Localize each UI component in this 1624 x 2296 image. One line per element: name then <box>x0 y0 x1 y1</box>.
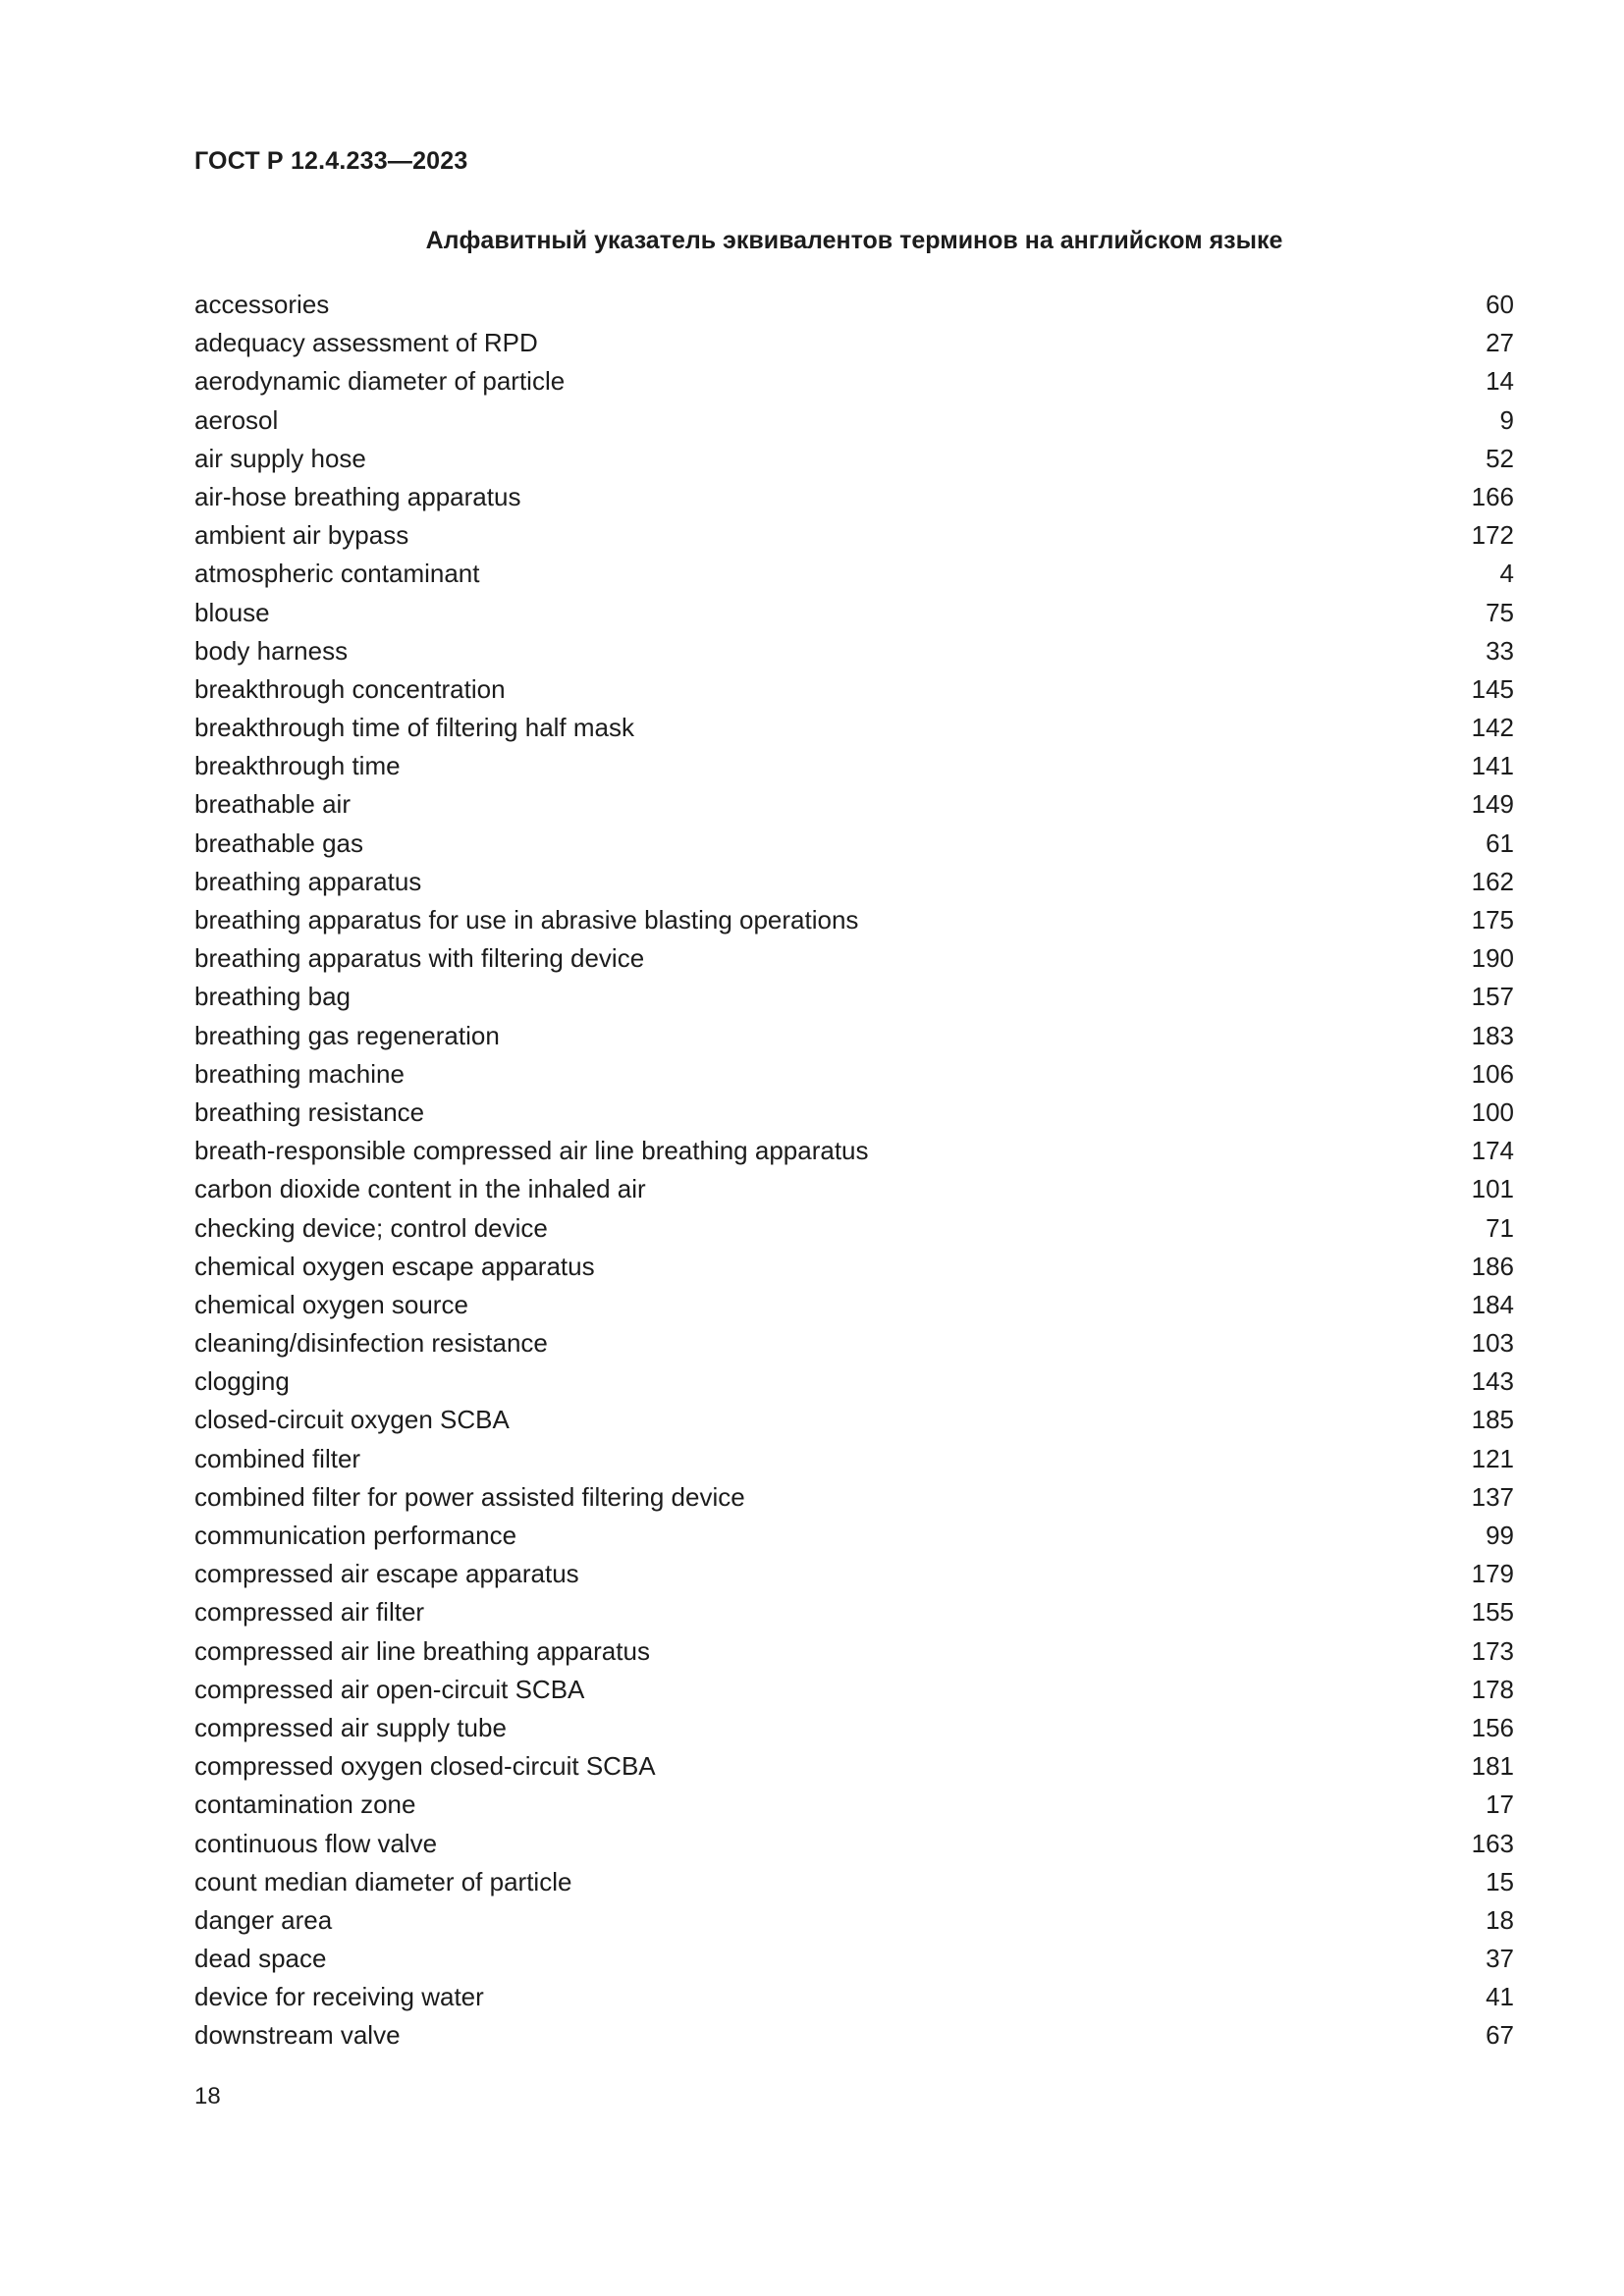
index-entry <box>194 2016 1514 2055</box>
index-entry-number: 52 <box>1486 443 1514 473</box>
index-entry-term: closed-circuit oxygen SCBA <box>194 1405 510 1435</box>
index-entry-number: 67 <box>1486 2020 1514 2051</box>
index-entry <box>194 1209 1514 1248</box>
page-number: 18 <box>194 2083 221 2109</box>
index-entry-number: 184 <box>1471 1289 1514 1319</box>
index-entry-term: carbon dioxide content in the inhaled air <box>194 1174 646 1204</box>
index-entry-number: 71 <box>1486 1212 1514 1243</box>
index-entry <box>194 901 1514 939</box>
index-entry-number: 18 <box>1486 1904 1514 1935</box>
index-entry-number: 141 <box>1471 751 1514 781</box>
index-entry-number: 75 <box>1486 597 1514 627</box>
index-entry-term: breathing machine <box>194 1058 405 1089</box>
index-entry <box>194 1709 1514 1747</box>
index-entry <box>194 747 1514 785</box>
index-entry-number: 106 <box>1471 1058 1514 1089</box>
index-entry <box>194 1978 1514 2016</box>
index-entry <box>194 516 1514 555</box>
index-entry-number: 163 <box>1471 1828 1514 1858</box>
index-entry-term: checking device; control device <box>194 1212 548 1243</box>
index-entry <box>194 1863 1514 1901</box>
index-entry-term: chemical oxygen escape apparatus <box>194 1251 595 1281</box>
index-entry <box>194 362 1514 400</box>
index-entry-term: downstream valve <box>194 2020 401 2051</box>
index-entry-term: breath-responsible compressed air line breathing apparatus <box>194 1136 869 1166</box>
document-id: ГОСТ Р 12.4.233—2023 <box>194 147 468 175</box>
index-entry <box>194 1440 1514 1478</box>
index-entry-number: 190 <box>1471 943 1514 974</box>
index-entry <box>194 1362 1514 1401</box>
index-entry <box>194 401 1514 440</box>
index-entry-number: 145 <box>1471 673 1514 704</box>
index-entry-number: 143 <box>1471 1366 1514 1397</box>
index-entry-number: 174 <box>1471 1136 1514 1166</box>
index-entry-number: 157 <box>1471 982 1514 1012</box>
index-entry-term: breathing bag <box>194 982 352 1012</box>
index-entry-number: 99 <box>1486 1521 1514 1550</box>
index-entry-term: compressed air supply tube <box>194 1712 507 1742</box>
index-entry-number: 185 <box>1471 1405 1514 1435</box>
index-entry-term: contamination zone <box>194 1789 416 1820</box>
index-entry-number: 173 <box>1471 1635 1514 1666</box>
index-entry-number: 172 <box>1471 520 1514 551</box>
index-entry-number: 162 <box>1471 866 1514 896</box>
index-entry-number: 155 <box>1471 1597 1514 1628</box>
document-page <box>194 0 1514 2296</box>
index-entry <box>194 1170 1514 1208</box>
index-entry-term: breathable air <box>194 789 351 820</box>
index-entry <box>194 1017 1514 1055</box>
index-entry-number: 101 <box>1471 1174 1514 1204</box>
index-entry-number: 9 <box>1499 404 1514 435</box>
index-entry-term: continuous flow valve <box>194 1828 438 1858</box>
index-entry-term: combined filter for power assisted filtering device <box>194 1481 745 1512</box>
index-entry <box>194 1478 1514 1517</box>
index-entry-term: compressed air filter <box>194 1597 425 1628</box>
index-entry-number: 181 <box>1471 1751 1514 1782</box>
index-entry <box>194 1671 1514 1709</box>
index-entry <box>194 670 1514 709</box>
index-entry-number: 178 <box>1471 1674 1514 1704</box>
index-entry <box>194 1747 1514 1786</box>
index-entry-term: compressed oxygen closed-circuit SCBA <box>194 1751 656 1782</box>
index-entry <box>194 1786 1514 1824</box>
index-entry-term: air supply hose <box>194 443 366 473</box>
index-entry <box>194 1901 1514 1940</box>
index-entry-term: breathing apparatus <box>194 866 422 896</box>
index-entry <box>194 709 1514 747</box>
index-entry-term: air-hose breathing apparatus <box>194 481 521 511</box>
index-entry-term: breathing apparatus with filtering device <box>194 943 645 974</box>
index-entry <box>194 1632 1514 1671</box>
index-entry-number: 41 <box>1486 1982 1514 2012</box>
index-entry-term: chemical oxygen source <box>194 1289 468 1319</box>
index-entry <box>194 1248 1514 1286</box>
index-entry-term: ambient air bypass <box>194 520 409 551</box>
index-entry <box>194 1132 1514 1170</box>
index-entry <box>194 1401 1514 1439</box>
index-entry <box>194 555 1514 593</box>
index-entry-term: aerosol <box>194 404 279 435</box>
index-entry-number: 121 <box>1471 1443 1514 1473</box>
index-entry <box>194 1517 1514 1555</box>
index-entry-term: communication performance <box>194 1521 517 1550</box>
index-entry-number: 156 <box>1471 1712 1514 1742</box>
index-entry-number: 4 <box>1499 559 1514 589</box>
index-entry-term: atmospheric contaminant <box>194 559 480 589</box>
index-entry-term: device for receiving water <box>194 1982 484 2012</box>
index-entry-number: 15 <box>1486 1866 1514 1896</box>
index-entry-term: compressed air open-circuit SCBA <box>194 1674 585 1704</box>
index-entry <box>194 1055 1514 1094</box>
index-entry <box>194 286 1514 324</box>
index-entry-number: 100 <box>1471 1096 1514 1127</box>
index-entry <box>194 1555 1514 1593</box>
index-entry-term: count median diameter of particle <box>194 1866 572 1896</box>
index-entry-number: 137 <box>1471 1481 1514 1512</box>
index-entry-number: 37 <box>1486 1944 1514 1974</box>
index-entry-term: breakthrough time <box>194 751 401 781</box>
index-entry-term: body harness <box>194 635 349 666</box>
index-entry <box>194 478 1514 516</box>
index-entry <box>194 1825 1514 1863</box>
index-entry <box>194 1940 1514 1978</box>
index-entry <box>194 863 1514 901</box>
index-entry-term: compressed air line breathing apparatus <box>194 1635 650 1666</box>
term-index-list <box>194 286 1514 2056</box>
index-entry-term: cleaning/disinfection resistance <box>194 1328 548 1359</box>
index-entry <box>194 324 1514 362</box>
index-entry-number: 186 <box>1471 1251 1514 1281</box>
index-entry <box>194 978 1514 1016</box>
index-entry-number: 61 <box>1486 828 1514 858</box>
index-entry-number: 175 <box>1471 905 1514 934</box>
index-entry-term: blouse <box>194 597 270 627</box>
index-entry-number: 33 <box>1486 635 1514 666</box>
index-entry <box>194 1593 1514 1631</box>
index-entry-term: adequacy assessment of RPD <box>194 328 538 358</box>
index-entry-number: 17 <box>1486 1789 1514 1820</box>
index-entry-number: 60 <box>1486 290 1514 319</box>
index-entry <box>194 632 1514 670</box>
index-entry-number: 142 <box>1471 713 1514 743</box>
index-entry-number: 103 <box>1471 1328 1514 1359</box>
index-entry <box>194 825 1514 863</box>
index-entry-number: 27 <box>1486 328 1514 358</box>
index-entry-number: 179 <box>1471 1559 1514 1589</box>
index-entry-term: breathing resistance <box>194 1096 425 1127</box>
index-entry-term: aerodynamic diameter of particle <box>194 366 566 397</box>
index-entry-term: breathing gas regeneration <box>194 1020 500 1050</box>
index-entry-number: 183 <box>1471 1020 1514 1050</box>
index-entry <box>194 939 1514 978</box>
index-entry <box>194 785 1514 824</box>
index-entry-term: breakthrough time of filtering half mask <box>194 713 634 743</box>
index-entry-term: breathable gas <box>194 828 364 858</box>
index-entry-term: breakthrough concentration <box>194 673 506 704</box>
index-entry-number: 166 <box>1471 481 1514 511</box>
index-entry-number: 149 <box>1471 789 1514 820</box>
index-entry-term: dead space <box>194 1944 327 1974</box>
index-entry <box>194 594 1514 632</box>
index-title: Алфавитный указатель эквивалентов терминов на английском языке <box>425 227 1283 254</box>
index-entry <box>194 1286 1514 1324</box>
index-entry-term: compressed air escape apparatus <box>194 1559 579 1589</box>
index-entry-term: danger area <box>194 1904 333 1935</box>
index-entry-term: breathing apparatus for use in abrasive blasting operations <box>194 905 859 934</box>
index-entry-number: 14 <box>1486 366 1514 397</box>
index-entry <box>194 440 1514 478</box>
index-entry <box>194 1324 1514 1362</box>
index-entry-term: combined filter <box>194 1443 361 1473</box>
index-entry-term: clogging <box>194 1366 290 1397</box>
index-entry-term: accessories <box>194 290 330 319</box>
index-entry <box>194 1094 1514 1132</box>
